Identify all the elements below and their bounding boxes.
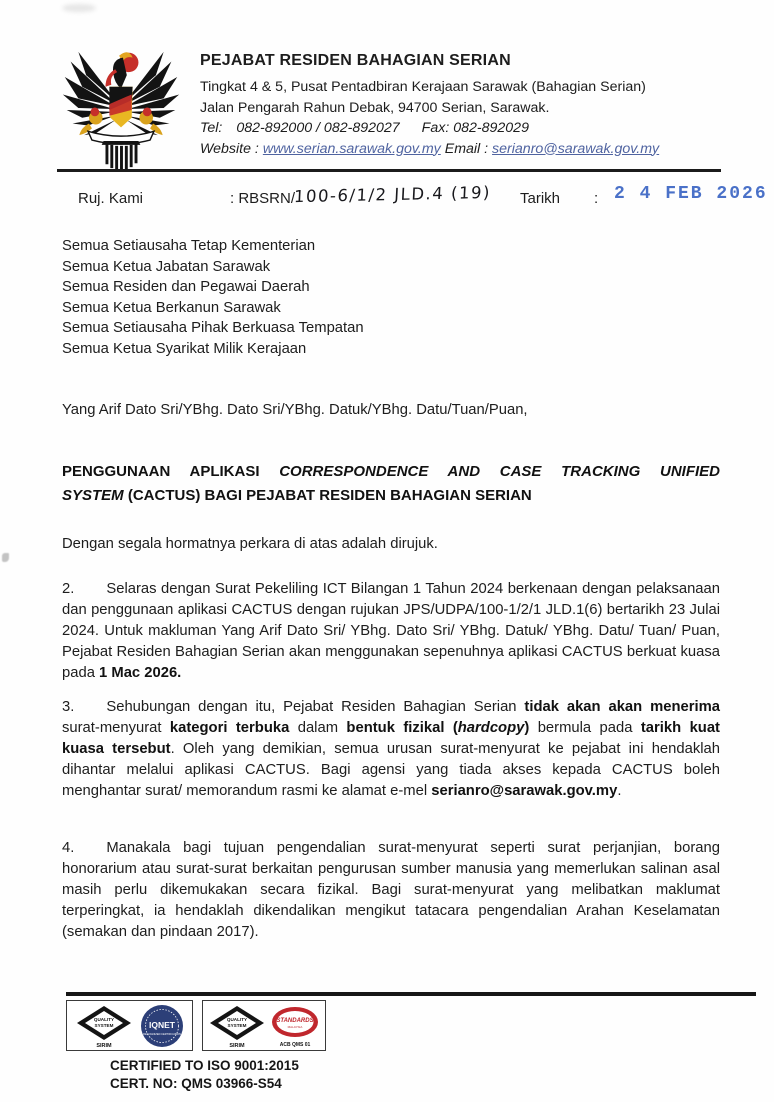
recipient-line: Semua Setiausaha Pihak Berkuasa Tempatan [62, 320, 364, 337]
svg-text:STANDARDS: STANDARDS [276, 1017, 314, 1024]
subject-title [62, 460, 720, 507]
svg-text:MALAYSIA: MALAYSIA [287, 1024, 303, 1029]
reference-row [62, 182, 768, 220]
website-email-line [200, 139, 659, 160]
paragraph-3: 3. Sehubungan dengan itu, Pejabat Residen Bahagian Serian tidak akan akan menerima surat-menyurat kategori terbuka dalam bentuk fizikal (hardcopy) bermula pada tarikh kuat kuasa tersebut. Oleh yang demikian, semua urusan surat-menyurat ke pejabat ini hendaklah dihantar melalui aplikasi CACTUS. Bagi agensi yang tiada akses kepada CACTUS boleh menghantar surat/ memorandum rasmi ke alamat e-mel serianro@sarawak.gov.my. [62, 699, 720, 799]
paragraph-4: 4. Manakala bagi tujuan pengendalian surat-menyurat seperti surat perjanjian, borang honorarium atau surat-surat berkaitan pengurusan sumber manusia yang memerlukan salinan asal masih perlu dikemukakan secara fizikal. Bagi surat-menyurat yang melibatkan maklumat terperingkat, ia hendaklah dikendalikan mengikut tatacara pengendalian Arahan Keselamatan (semakan dan pindaan 2017). [62, 840, 720, 940]
sirim-quality-system-icon [208, 1004, 266, 1048]
scan-artifact [2, 553, 9, 562]
certification-text [110, 1057, 299, 1092]
ref-number-handwritten: 100-6/1/2 JLD.4 (19) [293, 182, 492, 207]
recipient-line: Semua Residen dan Pegawai Daerah [62, 279, 310, 296]
cert-line-2: CERT. NO: QMS 03966-S54 [110, 1075, 282, 1091]
sirim-quality-system-icon [75, 1004, 133, 1048]
header-divider-rule [57, 169, 721, 172]
subject-line-2: SYSTEM (CACTUS) BAGI PEJABAT RESIDEN BAHAGIAN SERIAN [62, 486, 532, 504]
salutation: Yang Arif Dato Sri/YBhg. Dato Sri/YBhg. Datuk/YBhg. Datu/Tuan/Puan, [62, 402, 528, 418]
recipient-line: Semua Ketua Jabatan Sarawak [62, 258, 271, 275]
ref-label: Ruj. Kami [78, 190, 144, 207]
svg-text:IQNET: IQNET [149, 1019, 176, 1030]
svg-text:RECOGNIZED CERTIFICATION: RECOGNIZED CERTIFICATION [143, 1032, 182, 1036]
svg-text:SYSTEM: SYSTEM [227, 1022, 247, 1028]
svg-text:SIRIM: SIRIM [229, 1042, 245, 1048]
address-line-2: Jalan Pengarah Rahun Debak, 94700 Serian, Sarawak. [200, 99, 550, 116]
tel-fax-line [200, 118, 659, 139]
tel-value: 082-892000 / 082-892027 [236, 120, 400, 136]
scan-artifact [62, 4, 96, 12]
website-label: Website : [200, 140, 259, 157]
intro-line: Dengan segala hormatnya perkara di atas adalah dirujuk. [62, 536, 438, 552]
letterhead [62, 46, 659, 172]
email-address: serianro@sarawak.gov.my [492, 140, 660, 157]
tel-label: Tel: [200, 120, 223, 136]
website-url: www.serian.sarawak.gov.my [262, 140, 441, 157]
paragraph-2: 2. Selaras dengan Surat Pekeliling ICT Bilangan 1 Tahun 2024 berkenaan dengan pelaksanaan dan penggunaan aplikasi CACTUS dengan rujukan JPS/UDPA/100-1/2/1 JLD.1(6) bertarikh 23 Julai 2024. Untuk makluman Yang Arif Dato Sri/ YBhg. Dato Sri/ YBhg. Datuk/ YBhg. Datu/ Tuan/ Puan, Pejabat Residen Bahagian Serian akan menggunakan sepenuhnya aplikasi CACTUS berkuat kuasa pada 1 Mac 2026. [62, 581, 720, 681]
date-separator: : [594, 190, 599, 207]
recipient-line: Semua Setiausaha Tetap Kementerian [62, 238, 316, 254]
iqnet-icon [140, 1004, 184, 1048]
sirim-iqnet-badge-box [66, 1000, 193, 1051]
sirim-standards-badge-box [202, 1000, 326, 1051]
svg-text:SYSTEM: SYSTEM [94, 1022, 114, 1028]
standards-malaysia-icon [270, 1004, 320, 1048]
recipient-line: Semua Ketua Berkanun Sarawak [62, 299, 281, 316]
date-label: Tarikh [520, 190, 561, 207]
svg-text:ACB QMS 01: ACB QMS 01 [280, 1041, 311, 1048]
recipient-list [62, 236, 364, 360]
email-label: Email : [444, 140, 489, 157]
ref-number-printed: : RBSRN/ [230, 190, 296, 207]
fax-value: 082-892029 [453, 120, 529, 136]
recipient-line: Semua Ketua Syarikat Milik Kerajaan [62, 340, 307, 357]
footer-divider-rule [66, 992, 756, 996]
cert-line-1: CERTIFIED TO ISO 9001:2015 [110, 1058, 299, 1073]
date-stamp: 2 4 FEB 2026 [614, 184, 768, 204]
subject-line-1: PENGGUNAAN APLIKASI CORRESPONDENCE AND CASE TRACKING UNIFIED [62, 463, 720, 480]
address-line-1: Tingkat 4 & 5, Pusat Pentadbiran Kerajaan Sarawak (Bahagian Serian) [200, 79, 646, 95]
svg-text:QUALITY: QUALITY [226, 1016, 247, 1022]
svg-text:SIRIM: SIRIM [96, 1042, 112, 1048]
fax-label: Fax: [421, 120, 450, 136]
sarawak-coat-of-arms-logo [62, 46, 180, 172]
svg-text:QUALITY: QUALITY [93, 1016, 114, 1022]
office-name: PEJABAT RESIDEN BAHAGIAN SERIAN [200, 52, 511, 69]
